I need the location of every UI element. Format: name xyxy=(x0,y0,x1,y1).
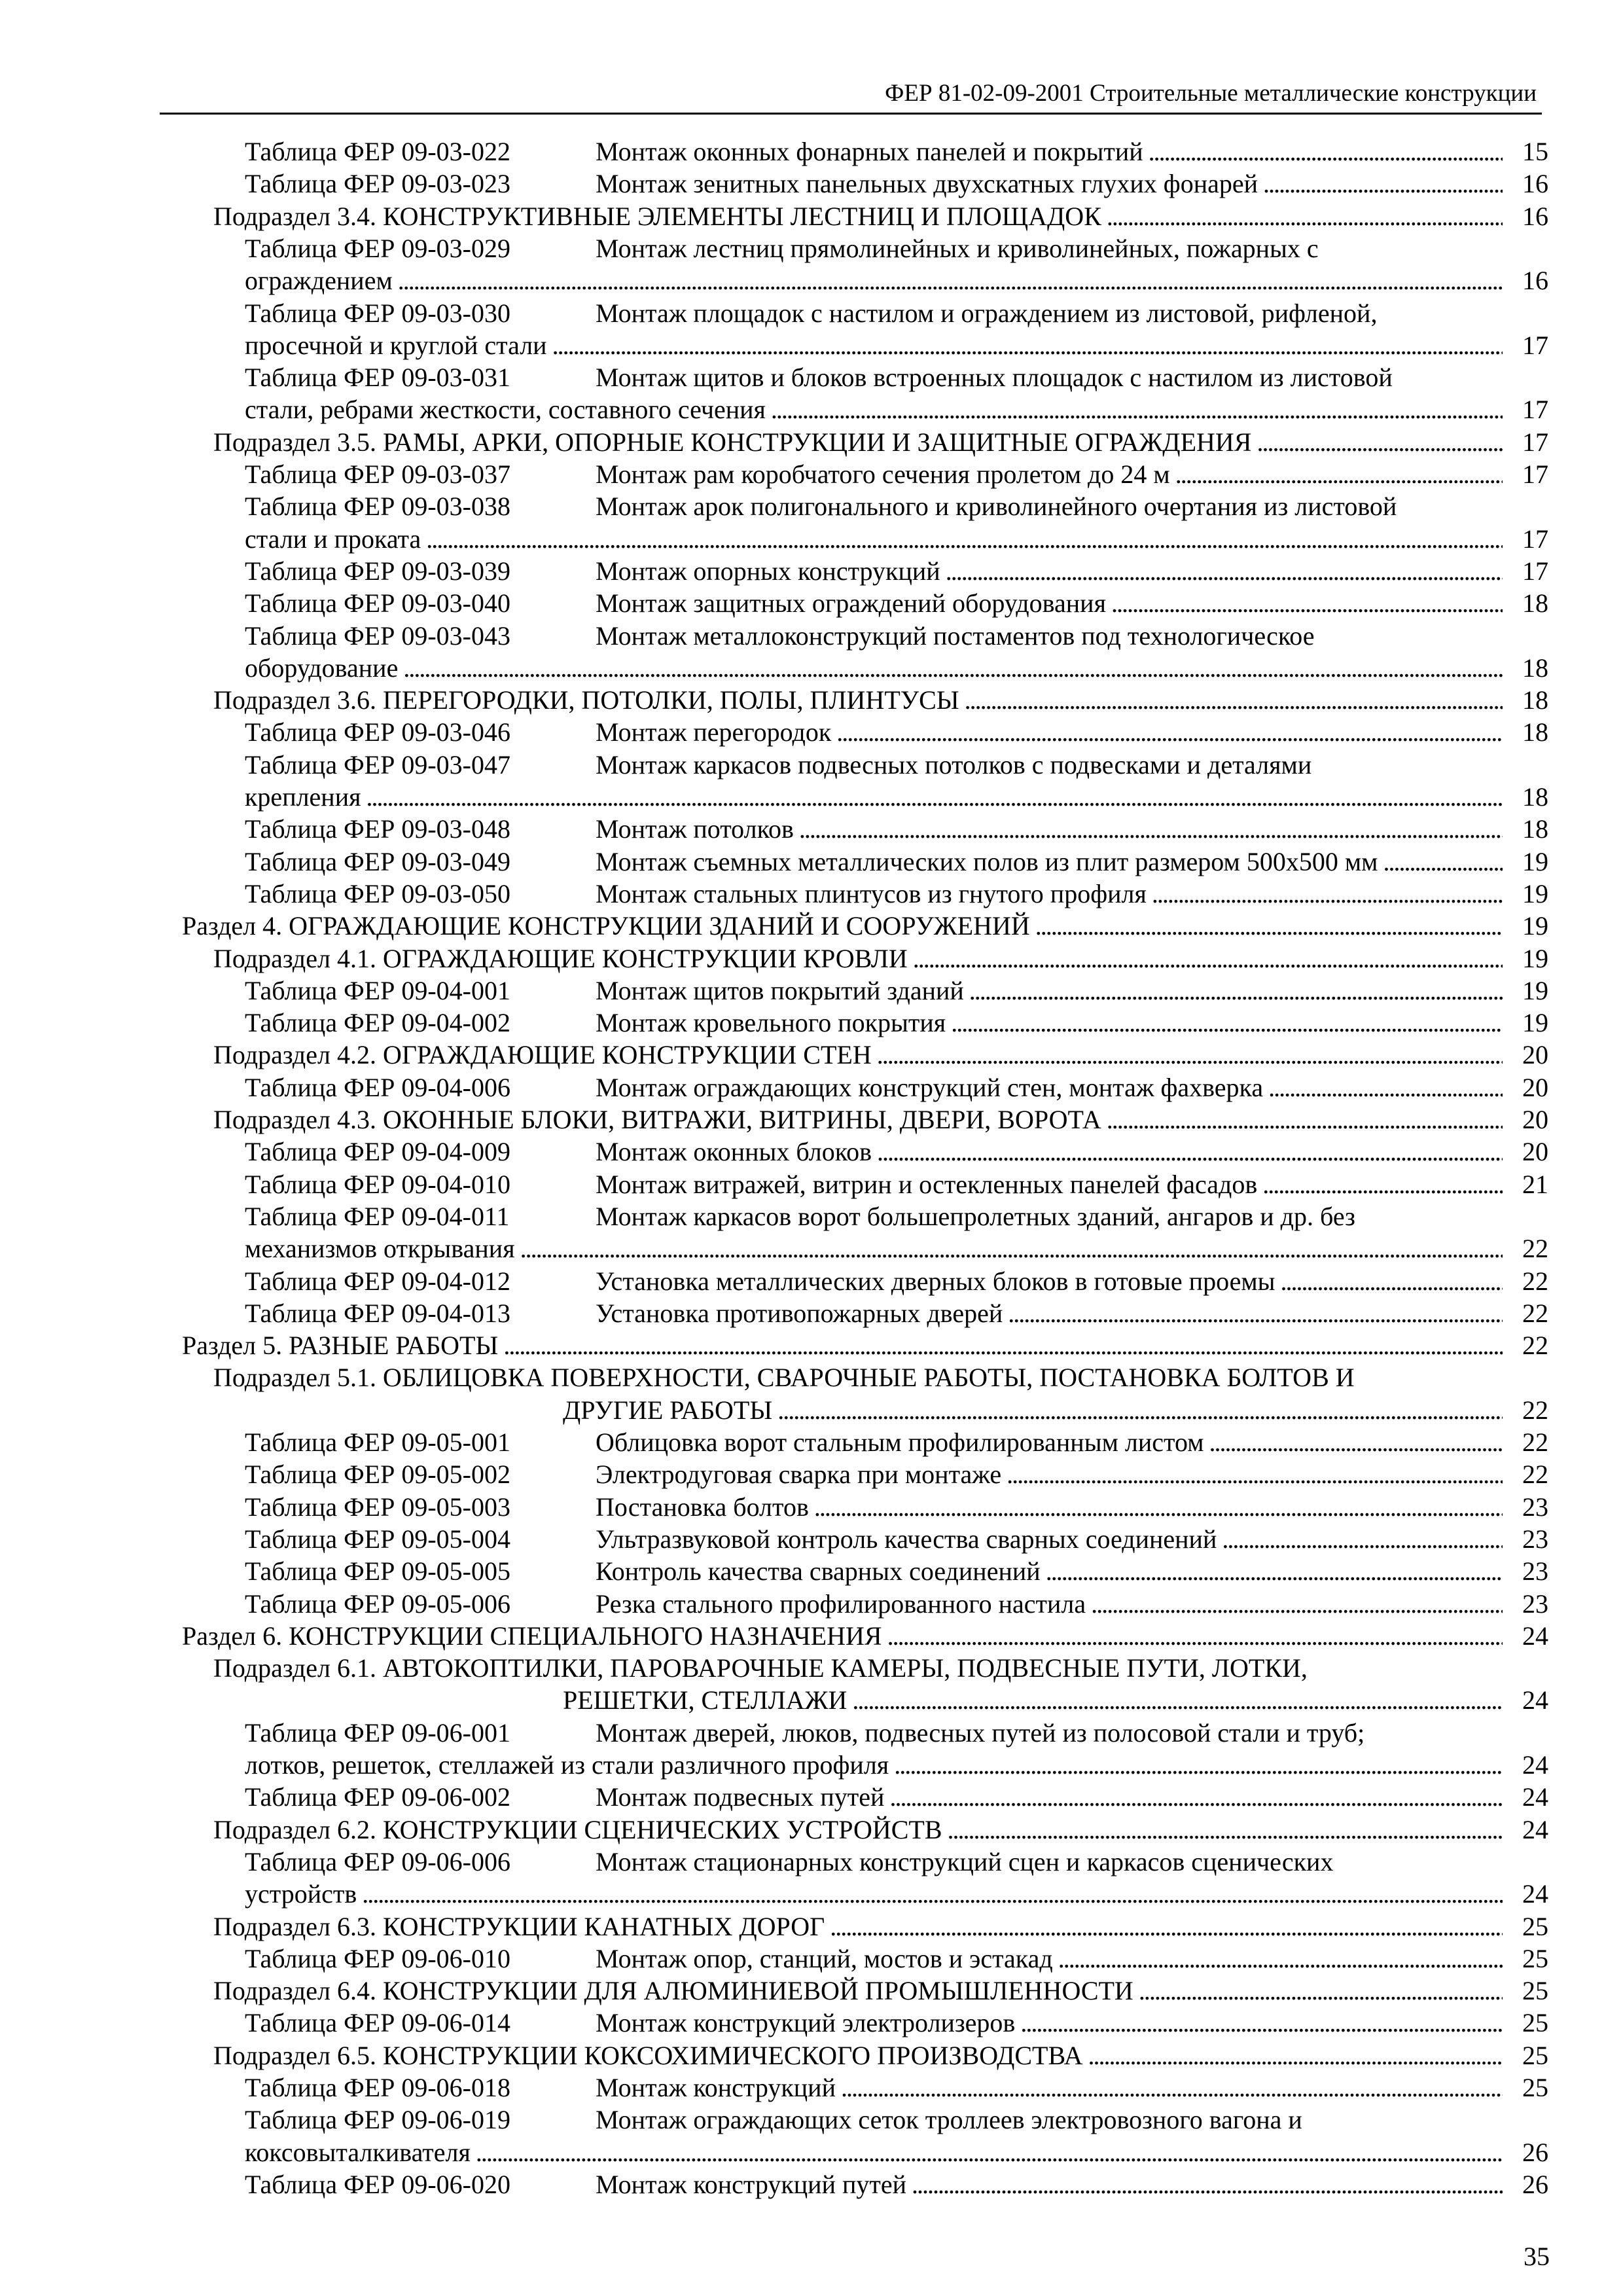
toc-section-title: Раздел 4. ОГРАЖДАЮЩИЕ КОНСТРУКЦИИ ЗДАНИЙ И СООРУЖЕНИЙ . . . xyxy=(182,910,1503,942)
toc-table-code: Таблица ФЕР 09-03-048 xyxy=(245,814,510,844)
toc-entry-subsection[interactable] xyxy=(0,1814,1623,1846)
toc-table-code: Таблица ФЕР 09-04-006 xyxy=(245,1073,510,1102)
toc-entry-title: Монтаж каркасов подвесных потолков с подвесками и деталями xyxy=(596,750,1312,780)
toc-table-code: Таблица ФЕР 09-04-011 xyxy=(245,1202,510,1231)
toc-page-number: 18 xyxy=(1503,684,1548,716)
toc-subsection-title: Подраздел 3.5. РАМЫ, АРКИ, ОПОРНЫЕ КОНСТРУКЦИИ И ЗАЩИТНЫЕ ОГРАЖДЕНИЯ . . . xyxy=(213,426,1503,458)
toc-table-code: Таблица ФЕР 09-04-010 xyxy=(245,1170,510,1199)
toc-entry-continuation[interactable] xyxy=(0,1394,1623,1426)
toc-page-number: 22 xyxy=(1503,1232,1548,1265)
toc-entry-title: Монтаж лестниц прямолинейных и криволинейных, пожарных с xyxy=(596,234,1319,263)
toc-table-code: Таблица ФЕР 09-04-013 xyxy=(245,1299,510,1328)
toc-entry-subsection[interactable] xyxy=(0,1652,1623,1684)
toc-page-number: 19 xyxy=(1503,1007,1548,1039)
toc-entry-continuation[interactable] xyxy=(0,1684,1623,1716)
toc-entry-title: Монтаж щитов и блоков встроенных площадок с настилом из листовой xyxy=(596,363,1393,392)
toc-entry-table[interactable] xyxy=(0,1265,1623,1297)
toc-entry-title: Монтаж рам коробчатого сечения пролетом до 24 м . . . xyxy=(596,458,1503,490)
toc-entry-table[interactable] xyxy=(0,2007,1623,2039)
toc-page-number: 25 xyxy=(1503,1975,1548,2007)
toc-entry-continuation[interactable] xyxy=(0,329,1623,361)
toc-table-code: Таблица ФЕР 09-05-004 xyxy=(245,1524,510,1554)
toc-entry-title: Установка противопожарных дверей . . . xyxy=(596,1297,1503,1329)
toc-entry-table[interactable] xyxy=(0,620,1623,652)
toc-entry-table[interactable] xyxy=(0,1007,1623,1039)
toc-subsection-title: Подраздел 6.4. КОНСТРУКЦИИ ДЛЯ АЛЮМИНИЕВОЙ ПРОМЫШЛЕННОСТИ . . . xyxy=(213,1975,1503,2007)
toc-entry-title-cont: ограждением . . . xyxy=(245,264,1503,296)
toc-table-code: Таблица ФЕР 09-03-043 xyxy=(245,621,510,651)
toc-table-code: Таблица ФЕР 09-03-047 xyxy=(245,750,510,780)
toc-page-number: 16 xyxy=(1503,264,1548,296)
toc-page-number: 24 xyxy=(1503,1620,1548,1652)
toc-entry-title-cont: стали и проката . . . xyxy=(245,523,1503,555)
toc-page-number: 16 xyxy=(1503,168,1548,200)
toc-page-number: 18 xyxy=(1503,716,1548,748)
toc-entry-table[interactable] xyxy=(0,297,1623,329)
toc-entry-table[interactable] xyxy=(0,458,1623,490)
toc-subsection-title-cont: РЕШЕТКИ, СТЕЛЛАЖИ . . . xyxy=(563,1684,1503,1716)
toc-table-code: Таблица ФЕР 09-03-038 xyxy=(245,492,510,521)
toc-table-code: Таблица ФЕР 09-03-040 xyxy=(245,588,510,618)
toc-page-number: 17 xyxy=(1503,329,1548,361)
toc-table-code: Таблица ФЕР 09-03-031 xyxy=(245,363,510,392)
toc-entry-title-cont: крепления . . . xyxy=(245,781,1503,813)
toc-entry-subsection[interactable] xyxy=(0,942,1623,975)
toc-subsection-title: Подраздел 3.6. ПЕРЕГОРОДКИ, ПОТОЛКИ, ПОЛЫ, ПЛИНТУСЫ . . . xyxy=(213,684,1503,716)
toc-page-number: 15 xyxy=(1503,135,1548,168)
toc-subsection-title: Подраздел 3.4. КОНСТРУКТИВНЫЕ ЭЛЕМЕНТЫ ЛЕСТНИЦ И ПЛОЩАДОК . . . xyxy=(213,200,1503,232)
toc-page-number: 23 xyxy=(1503,1523,1548,1555)
toc-entry-title: Монтаж витражей, витрин и остекленных панелей фасадов . . . xyxy=(596,1168,1503,1200)
toc-subsection-title: Подраздел 4.1. ОГРАЖДАЮЩИЕ КОНСТРУКЦИИ КРОВЛИ . . . xyxy=(213,942,1503,975)
toc-entry-table[interactable] xyxy=(0,1200,1623,1232)
toc-page-number: 22 xyxy=(1503,1265,1548,1297)
toc-table-code: Таблица ФЕР 09-03-030 xyxy=(245,298,510,328)
toc-entry-section[interactable] xyxy=(0,1329,1623,1361)
toc-table-code: Таблица ФЕР 09-03-050 xyxy=(245,879,510,908)
toc-entry-table[interactable] xyxy=(0,813,1623,845)
toc-table-code: Таблица ФЕР 09-04-002 xyxy=(245,1008,510,1037)
toc-page-number: 16 xyxy=(1503,200,1548,232)
toc-entry-title: Постановка болтов . . . xyxy=(596,1491,1503,1523)
toc-entry-table[interactable] xyxy=(0,1168,1623,1200)
toc-entry-title: Монтаж кровельного покрытия . . . xyxy=(596,1007,1503,1039)
toc-entry-subsection[interactable] xyxy=(0,2039,1623,2072)
toc-page-number: 17 xyxy=(1503,426,1548,458)
toc-entry-title: Монтаж конструкций путей . . . xyxy=(596,2168,1503,2200)
toc-entry-title: Монтаж стационарных конструкций сцен и каркасов сценических xyxy=(596,1847,1334,1876)
toc-entry-subsection[interactable] xyxy=(0,1103,1623,1136)
toc-page-number: 22 xyxy=(1503,1458,1548,1490)
toc-page-number: 20 xyxy=(1503,1039,1548,1071)
toc-entry-title-cont: механизмов открывания . . . xyxy=(245,1232,1503,1265)
toc-subsection-title: Подраздел 6.3. КОНСТРУКЦИИ КАНАТНЫХ ДОРОГ . . . xyxy=(213,1910,1503,1943)
toc-entry-subsection[interactable] xyxy=(0,684,1623,716)
toc-entry-title: Монтаж стальных плинтусов из гнутого профиля . . . xyxy=(596,878,1503,910)
toc-page-number: 20 xyxy=(1503,1103,1548,1136)
toc-table-code: Таблица ФЕР 09-05-002 xyxy=(245,1460,510,1489)
toc-entry-continuation[interactable] xyxy=(0,652,1623,684)
toc-entry-table[interactable] xyxy=(0,361,1623,393)
toc-entry-continuation[interactable] xyxy=(0,1749,1623,1781)
toc-table-code: Таблица ФЕР 09-06-019 xyxy=(245,2105,510,2134)
toc-section-title: Раздел 6. КОНСТРУКЦИИ СПЕЦИАЛЬНОГО НАЗНАЧЕНИЯ . . . xyxy=(182,1620,1503,1652)
toc-entry-title: Монтаж оконных блоков . . . xyxy=(596,1136,1503,1168)
toc-table-code: Таблица ФЕР 09-06-020 xyxy=(245,2170,510,2199)
toc-entry-table[interactable] xyxy=(0,168,1623,200)
toc-subsection-title: Подраздел 5.1. ОБЛИЦОВКА ПОВЕРХНОСТИ, СВАРОЧНЫЕ РАБОТЫ, ПОСТАНОВКА БОЛТОВ И xyxy=(213,1363,1355,1392)
toc-subsection-title-cont: ДРУГИЕ РАБОТЫ . . . xyxy=(563,1394,1503,1426)
toc-page-number: 18 xyxy=(1503,781,1548,813)
toc-page-number: 22 xyxy=(1503,1394,1548,1426)
toc-page-number: 22 xyxy=(1503,1426,1548,1458)
toc-entry-table[interactable] xyxy=(0,1846,1623,1878)
toc-entry-title: Монтаж щитов покрытий зданий . . . xyxy=(596,975,1503,1007)
toc-table-code: Таблица ФЕР 09-04-001 xyxy=(245,976,510,1005)
toc-entry-continuation[interactable] xyxy=(0,264,1623,296)
toc-table-code: Таблица ФЕР 09-03-037 xyxy=(245,459,510,489)
toc-table-code: Таблица ФЕР 09-06-014 xyxy=(245,2008,510,2037)
toc-table-code: Таблица ФЕР 09-03-046 xyxy=(245,717,510,747)
toc-page-number: 18 xyxy=(1503,587,1548,619)
toc-entry-title: Монтаж ограждающих сеток троллеев электровозного вагона и xyxy=(596,2105,1302,2134)
toc-page-number: 21 xyxy=(1503,1168,1548,1200)
toc-entry-subsection[interactable] xyxy=(0,1361,1623,1393)
toc-entry-continuation[interactable] xyxy=(0,781,1623,813)
toc-entry-table[interactable] xyxy=(0,1523,1623,1555)
toc-page-number: 23 xyxy=(1503,1555,1548,1587)
toc-subsection-title: Подраздел 6.1. АВТОКОПТИЛКИ, ПАРОВАРОЧНЫЕ КАМЕРЫ, ПОДВЕСНЫЕ ПУТИ, ЛОТКИ, xyxy=(213,1653,1308,1683)
toc-page-number: 24 xyxy=(1503,1878,1548,1910)
toc-entry-table[interactable] xyxy=(0,555,1623,587)
toc-entry-title: Установка металлических дверных блоков в готовые проемы . . . xyxy=(596,1265,1503,1297)
toc-entry-title: Монтаж опорных конструкций . . . xyxy=(596,555,1503,587)
toc-entry-continuation[interactable] xyxy=(0,1232,1623,1265)
toc-entry-table[interactable] xyxy=(0,1717,1623,1749)
toc-entry-title: Монтаж площадок с настилом и ограждением из листовой, рифленой, xyxy=(596,298,1378,328)
toc-entry-title: Монтаж опор, станций, мостов и эстакад . . . xyxy=(596,1943,1503,1975)
toc-entry-title: Контроль качества сварных соединений . . . xyxy=(596,1555,1503,1587)
toc-entry-title: Ультразвуковой контроль качества сварных соединений . . . xyxy=(596,1523,1503,1555)
toc-entry-title-cont: коксовыталкивателя . . . xyxy=(245,2136,1503,2168)
toc-entry-title: Монтаж подвесных путей . . . xyxy=(596,1781,1503,1813)
toc-table-code: Таблица ФЕР 09-06-018 xyxy=(245,2073,510,2102)
toc-page-number: 26 xyxy=(1503,2136,1548,2168)
toc-table-code: Таблица ФЕР 09-05-006 xyxy=(245,1589,510,1619)
toc-entry-continuation[interactable] xyxy=(0,1878,1623,1910)
toc-entry-table[interactable] xyxy=(0,1426,1623,1458)
toc-entry-table[interactable] xyxy=(0,490,1623,522)
toc-page-number: 19 xyxy=(1503,878,1548,910)
toc-entry-title: Монтаж съемных металлических полов из плит размером 500х500 мм . . . xyxy=(596,846,1503,878)
toc-page-number: 17 xyxy=(1503,555,1548,587)
toc-page-number: 25 xyxy=(1503,1943,1548,1975)
toc-entry-table[interactable] xyxy=(0,2168,1623,2200)
toc-page-number: 17 xyxy=(1503,458,1548,490)
toc-entry-subsection[interactable] xyxy=(0,426,1623,458)
toc-entry-title: Электродуговая сварка при монтаже . . . xyxy=(596,1458,1503,1490)
toc-entry-title: Монтаж дверей, люков, подвесных путей из полосовой стали и труб; xyxy=(596,1718,1365,1748)
toc-page-number: 17 xyxy=(1503,523,1548,555)
toc-entry-table[interactable] xyxy=(0,1588,1623,1620)
toc-entry-title-cont: лотков, решеток, стеллажей из стали различного профиля . . . xyxy=(245,1749,1503,1781)
toc-subsection-title: Подраздел 6.5. КОНСТРУКЦИИ КОКСОХИМИЧЕСКОГО ПРОИЗВОДСТВА . . . xyxy=(213,2039,1503,2072)
toc-entry-title-cont: устройств . . . xyxy=(245,1878,1503,1910)
toc-entry-table[interactable] xyxy=(0,749,1623,781)
toc-entry-table[interactable] xyxy=(0,1071,1623,1103)
toc-page-number: 25 xyxy=(1503,2007,1548,2039)
toc-entry-title: Монтаж защитных ограждений оборудования . . . xyxy=(596,587,1503,619)
toc-entry-table[interactable] xyxy=(0,1491,1623,1523)
toc-page-number: 25 xyxy=(1503,1910,1548,1943)
toc-entry-table[interactable] xyxy=(0,846,1623,878)
toc-entry-continuation[interactable] xyxy=(0,523,1623,555)
page-header xyxy=(160,71,1542,115)
toc-entry-continuation[interactable] xyxy=(0,393,1623,425)
toc-table-code: Таблица ФЕР 09-05-003 xyxy=(245,1492,510,1522)
toc-entry-section[interactable] xyxy=(0,1620,1623,1652)
toc-table-code: Таблица ФЕР 09-04-012 xyxy=(245,1266,510,1296)
toc-entry-title: Монтаж оконных фонарных панелей и покрытий . . . xyxy=(596,135,1503,168)
toc-entry-title: Монтаж перегородок . . . xyxy=(596,716,1503,748)
toc-entry-title: Монтаж каркасов ворот большепролетных зданий, ангаров и др. без xyxy=(596,1202,1355,1231)
toc-page-number: 24 xyxy=(1503,1814,1548,1846)
toc-entry-table[interactable] xyxy=(0,2072,1623,2104)
toc-entry-table[interactable] xyxy=(0,1943,1623,1975)
toc-page-number: 24 xyxy=(1503,1781,1548,1813)
toc-entry-table[interactable] xyxy=(0,1555,1623,1587)
toc-page-number: 22 xyxy=(1503,1329,1548,1361)
toc-page-number: 24 xyxy=(1503,1749,1548,1781)
toc-entry-table[interactable] xyxy=(0,232,1623,264)
toc-page-number: 18 xyxy=(1503,652,1548,684)
toc-section-title: Раздел 5. РАЗНЫЕ РАБОТЫ . . . xyxy=(182,1329,1503,1361)
toc-entry-table[interactable] xyxy=(0,975,1623,1007)
toc-table-code: Таблица ФЕР 09-03-022 xyxy=(245,137,510,166)
toc-table-code: Таблица ФЕР 09-03-039 xyxy=(245,556,510,586)
toc-entry-title: Монтаж зенитных панельных двухскатных глухих фонарей . . . xyxy=(596,168,1503,200)
toc-entry-continuation[interactable] xyxy=(0,2136,1623,2168)
toc-entry-title: Монтаж ограждающих конструкций стен, монтаж фахверка . . . xyxy=(596,1071,1503,1103)
toc-entry-table[interactable] xyxy=(0,135,1623,168)
toc-table-code: Таблица ФЕР 09-05-001 xyxy=(245,1427,510,1457)
toc-subsection-title: Подраздел 4.3. ОКОННЫЕ БЛОКИ, ВИТРАЖИ, ВИТРИНЫ, ДВЕРИ, ВОРОТА . . . xyxy=(213,1103,1503,1136)
toc-page-number: 25 xyxy=(1503,2072,1548,2104)
toc-page-number: 23 xyxy=(1503,1491,1548,1523)
toc-entry-table[interactable] xyxy=(0,716,1623,748)
toc-entry-table[interactable] xyxy=(0,2104,1623,2136)
toc-table-code: Таблица ФЕР 09-06-002 xyxy=(245,1782,510,1812)
toc-page-number: 19 xyxy=(1503,846,1548,878)
toc-entry-table[interactable] xyxy=(0,878,1623,910)
toc-entry-subsection[interactable] xyxy=(0,1910,1623,1943)
toc-page-number: 19 xyxy=(1503,942,1548,975)
toc-entry-title-cont: стали, ребрами жесткости, составного сечения . . . xyxy=(245,393,1503,425)
toc-page-number: 19 xyxy=(1503,975,1548,1007)
toc-page-number: 17 xyxy=(1503,393,1548,425)
page-number: 35 xyxy=(1524,2242,1550,2271)
toc-entry-table[interactable] xyxy=(0,1458,1623,1490)
toc-entry-subsection[interactable] xyxy=(0,1039,1623,1071)
toc-entry-table[interactable] xyxy=(0,587,1623,619)
toc-entry-section[interactable] xyxy=(0,910,1623,942)
toc-page-number: 24 xyxy=(1503,1684,1548,1716)
toc-page-number: 19 xyxy=(1503,910,1548,942)
toc-subsection-title: Подраздел 4.2. ОГРАЖДАЮЩИЕ КОНСТРУКЦИИ СТЕН . . . xyxy=(213,1039,1503,1071)
toc-entry-title: Монтаж конструкций . . . xyxy=(596,2072,1503,2104)
toc-page-number: 18 xyxy=(1503,813,1548,845)
toc-table-code: Таблица ФЕР 09-04-009 xyxy=(245,1137,510,1166)
toc-page-number: 20 xyxy=(1503,1071,1548,1103)
toc-entry-subsection[interactable] xyxy=(0,1975,1623,2007)
toc-entry-title-cont: оборудование . . . xyxy=(245,652,1503,684)
toc-entry-title-cont: просечной и круглой стали . . . xyxy=(245,329,1503,361)
toc-page-number: 25 xyxy=(1503,2039,1548,2072)
toc-page-number: 26 xyxy=(1503,2168,1548,2200)
toc-entry-subsection[interactable] xyxy=(0,200,1623,232)
header-title: ФЕР 81-02-09-2001 Строительные металлические конструкции xyxy=(885,80,1537,107)
toc-table-code: Таблица ФЕР 09-03-029 xyxy=(245,234,510,263)
toc-page-number: 23 xyxy=(1503,1588,1548,1620)
toc-table-code: Таблица ФЕР 09-06-001 xyxy=(245,1718,510,1748)
toc-subsection-title: Подраздел 6.2. КОНСТРУКЦИИ СЦЕНИЧЕСКИХ УСТРОЙСТВ . . . xyxy=(213,1814,1503,1846)
toc-entry-title: Облицовка ворот стальным профилированным листом . . . xyxy=(596,1426,1503,1458)
toc-entry-title: Монтаж конструкций электролизеров . . . xyxy=(596,2007,1503,2039)
toc-page-number: 20 xyxy=(1503,1136,1548,1168)
toc-table-code: Таблица ФЕР 09-05-005 xyxy=(245,1556,510,1586)
toc-entry-table[interactable] xyxy=(0,1297,1623,1329)
toc-table-code: Таблица ФЕР 09-06-006 xyxy=(245,1847,510,1876)
toc-table-code: Таблица ФЕР 09-03-049 xyxy=(245,847,510,876)
toc-entry-title: Резка стального профилированного настила . . . xyxy=(596,1588,1503,1620)
toc-table-code: Таблица ФЕР 09-06-010 xyxy=(245,1944,510,1973)
toc-table-code: Таблица ФЕР 09-03-023 xyxy=(245,169,510,198)
toc-entry-title: Монтаж арок полигонального и криволинейного очертания из листовой xyxy=(596,492,1397,521)
toc-entry-table[interactable] xyxy=(0,1781,1623,1813)
toc-entry-title: Монтаж металлоконструкций постаментов под технологическое xyxy=(596,621,1315,651)
toc-page-number: 22 xyxy=(1503,1297,1548,1329)
toc-entry-table[interactable] xyxy=(0,1136,1623,1168)
toc-entry-title: Монтаж потолков . . . xyxy=(596,813,1503,845)
